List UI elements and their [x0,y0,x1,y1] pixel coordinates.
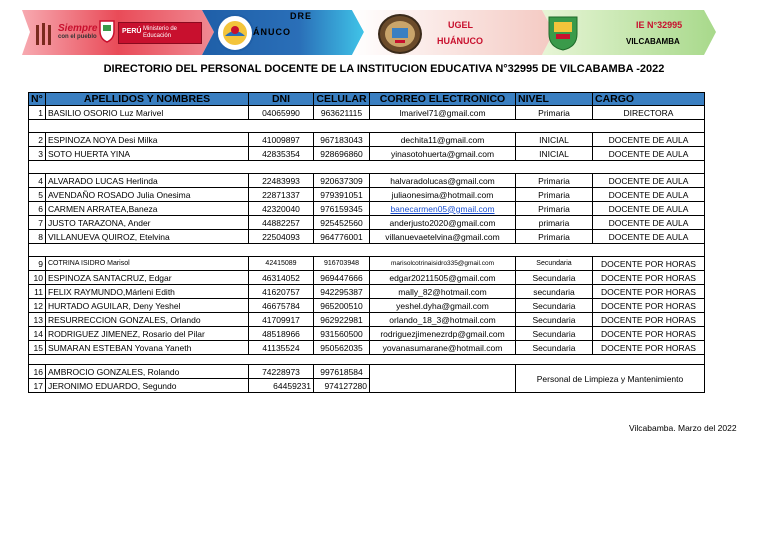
row-nivel: secundaria [516,285,593,299]
row-cargo: DOCENTE POR HORAS [593,327,705,341]
row-name: FELIX RAYMUNDO,Márleni Edith [46,285,249,299]
row-celular: 997618584 [314,365,370,379]
row-name: JERONIMO EDUARDO, Segundo [46,379,249,393]
row-name: AMBROCIO GONZALES, Rolando [46,365,249,379]
row-dni: 41009897 [249,133,314,147]
row-celular: 916703948 [314,257,370,271]
row-number: 17 [29,379,46,393]
row-email: orlando_18_3@hotmail.com [370,313,516,327]
dre-sublabel: ÁNUCO [253,27,291,37]
table-row [29,327,705,341]
row-name: JUSTO TARAZONA, Ander [46,216,249,230]
row-cargo: DOCENTE POR HORAS [593,313,705,327]
row-nivel: primaria [516,216,593,230]
row-celular: 979391051 [314,188,370,202]
table-row [29,202,705,216]
table-row [29,271,705,285]
row-number: 7 [29,216,46,230]
row-cargo: DOCENTE POR HORAS [593,257,705,271]
table-row [29,133,705,147]
row-name: HURTADO AGUILAR, Deny Yeshel [46,299,249,313]
table-row [29,106,705,120]
row-email-empty [370,365,516,393]
row-nivel: INICIAL [516,147,593,161]
row-dni: 48518966 [249,327,314,341]
row-email: juliaonesima@hotmail.com [370,188,516,202]
row-dni: 22483993 [249,174,314,188]
row-celular: 965200510 [314,299,370,313]
table-header-row [29,93,705,106]
row-email: anderjusto2020@gmail.com [370,216,516,230]
row-nivel: INICIAL [516,133,593,147]
row-cargo: DOCENTE DE AULA [593,147,705,161]
row-number: 10 [29,271,46,285]
row-dni: 41135524 [249,341,314,355]
row-nivel: Primaria [516,106,593,120]
row-celular: 969447666 [314,271,370,285]
row-nivel: Primaria [516,188,593,202]
row-celular: 925452560 [314,216,370,230]
row-dni: 46675784 [249,299,314,313]
row-dni: 42320040 [249,202,314,216]
row-nivel: Secundaria [516,313,593,327]
table-row [29,188,705,202]
col-header-dni: DNI [249,93,314,106]
row-number: 8 [29,230,46,244]
footer-date: Vilcabamba. Marzo del 2022 [629,423,737,433]
row-cargo: DOCENTE POR HORAS [593,285,705,299]
row-dni: 42415089 [249,257,314,271]
row-celular: 931560500 [314,327,370,341]
row-dni: 41709917 [249,313,314,327]
row-number: 15 [29,341,46,355]
ugel-emblem-icon [380,16,420,52]
row-email: mally_82@hotmail.com [370,285,516,299]
row-email: rodriguezjimenezrdp@gmail.com [370,327,516,341]
row-dni: 46314052 [249,271,314,285]
row-number: 4 [29,174,46,188]
row-number: 2 [29,133,46,147]
row-email: dechita11@gmail.com [370,133,516,147]
row-name: VILLANUEVA QUIROZ, Etelvina [46,230,249,244]
table-row [29,174,705,188]
row-celular: 962922981 [314,313,370,327]
row-dni: 22504093 [249,230,314,244]
spacer-row [29,120,705,133]
row-name: ESPINOZA SANTACRUZ, Edgar [46,271,249,285]
row-nivel: Primaria [516,174,593,188]
dre-logo [216,14,254,52]
row-name: SUMARAN ESTEBAN Yovana Yaneth [46,341,249,355]
siempre-slogan: Siempre con el pueblo [58,23,98,40]
row-cargo: DIRECTORA [593,106,705,120]
row-dni: 41620757 [249,285,314,299]
row-name: RESURRECCION GONZALES, Orlando [46,313,249,327]
row-celular: 942295387 [314,285,370,299]
row-cargo: DOCENTE POR HORAS [593,271,705,285]
table-row [29,257,705,271]
row-nivel: Primaria [516,202,593,216]
row-cargo: DOCENTE POR HORAS [593,341,705,355]
row-celular: 974127280 [314,379,370,393]
col-header-names: APELLIDOS Y NOMBRES [46,93,249,106]
spacer-row [29,244,705,257]
row-number: 9 [29,257,46,271]
document-title: DIRECTORIO DEL PERSONAL DOCENTE DE LA INSTITUCION EDUCATIVA N°32995 DE VILCABAMBA -2022 [103,63,665,75]
row-cargo: DOCENTE DE AULA [593,174,705,188]
row-cargo: DOCENTE DE AULA [593,202,705,216]
spacer-row [29,161,705,174]
table-row [29,299,705,313]
row-cargo: DOCENTE DE AULA [593,188,705,202]
row-name: AVENDAÑO ROSADO Julia Onesima [46,188,249,202]
row-cargo: DOCENTE DE AULA [593,133,705,147]
row-email: lmarivel71@gmail.com [370,106,516,120]
row-email: edgar20211505@gmail.com [370,271,516,285]
ie-label: IE N°32995 [636,20,683,30]
col-header-cargo: CARGO [593,93,705,106]
table-row [29,216,705,230]
row-name: CARMEN ARRATEA,Baneza [46,202,249,216]
spacer-row [29,355,705,365]
row-dni: 04065990 [249,106,314,120]
row-number: 11 [29,285,46,299]
minedu-badge: PERÚ Ministerio de Educación [118,22,202,44]
row-email: yinasotohuerta@gmail.com [370,147,516,161]
row-number: 6 [29,202,46,216]
ugel-logo [378,14,422,54]
row-name: COTRINA ISIDRO Marisol [46,257,249,271]
row-name: ALVARADO LUCAS Herlinda [46,174,249,188]
table-row [29,230,705,244]
row-number: 5 [29,188,46,202]
row-cargo: DOCENTE POR HORAS [593,299,705,313]
row-dni: 22871337 [249,188,314,202]
row-name: ESPINOZA NOYA Desi Milka [46,133,249,147]
row-number: 3 [29,147,46,161]
maintenance-label: Personal de Limpieza y Mantenimiento [516,365,705,393]
table-row [29,285,705,299]
col-header-celular: CELULAR [314,93,370,106]
header-banner [22,10,716,55]
row-celular: 967183043 [314,133,370,147]
row-nivel: Secundaria [516,341,593,355]
row-email: villanuevaetelvina@gmail.com [370,230,516,244]
dre-emblem-icon [218,16,252,50]
row-celular: 920637309 [314,174,370,188]
row-email: yovanasumarane@hotmail.com [370,341,516,355]
row-dni: 64459231 [249,379,314,393]
row-dni: 44882257 [249,216,314,230]
row-number: 13 [29,313,46,327]
row-dni: 74228973 [249,365,314,379]
row-celular: 928696860 [314,147,370,161]
coat-of-arms-icon [98,19,116,43]
row-number: 14 [29,327,46,341]
ie-sublabel: VILCABAMBA [626,37,680,46]
row-name: SOTO HUERTA YINA [46,147,249,161]
row-nivel: Secundaria [516,257,593,271]
ugel-label: UGEL [448,20,474,30]
col-header-email: CORREO ELECTRONICO [370,93,516,106]
row-number: 1 [29,106,46,120]
row-nivel: Secundaria [516,271,593,285]
columns-icon [34,21,56,47]
row-dni: 42835354 [249,147,314,161]
row-email: yeshel.dyha@gmail.com [370,299,516,313]
row-email [370,202,516,216]
row-name: BASILIO OSORIO Luz Marivel [46,106,249,120]
row-nivel: Secundaria [516,299,593,313]
row-nivel: Primaria [516,230,593,244]
table-row [29,341,705,355]
row-number: 12 [29,299,46,313]
row-celular: 950562035 [314,341,370,355]
personnel-table [28,92,705,393]
table-row [29,313,705,327]
row-nivel: Secundaria [516,327,593,341]
email-link[interactable]: banecarmen05@gmail.com [390,203,495,214]
row-celular: 976159345 [314,202,370,216]
row-celular: 964776001 [314,230,370,244]
row-cargo: DOCENTE DE AULA [593,230,705,244]
row-name: RODRIGUEZ JIMENEZ, Rosario del Pilar [46,327,249,341]
ugel-sublabel: HUÁNUCO [437,36,483,46]
table-row [29,147,705,161]
dre-label: DRE [290,11,313,21]
row-celular: 963621115 [314,106,370,120]
row-email: halvaradolucas@gmail.com [370,174,516,188]
row-number: 16 [29,365,46,379]
col-header-nivel: NIVEL [516,93,593,106]
row-cargo: DOCENTE DE AULA [593,216,705,230]
table-row [29,365,705,379]
col-header-n: N° [29,93,46,106]
school-shield-icon [546,14,580,52]
row-email: marisolcotrinaisidro335@gmail.com [370,257,516,271]
